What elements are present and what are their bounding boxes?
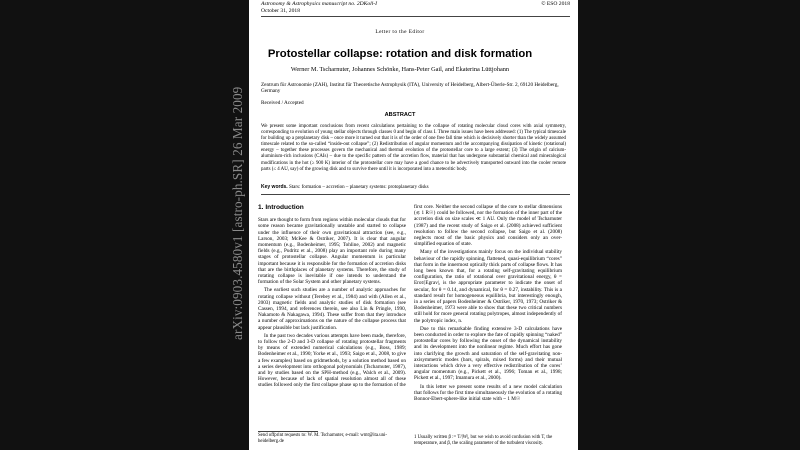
abstract-heading: ABSTRACT	[384, 112, 416, 118]
arxiv-identifier-stamp[interactable]: arXiv:0903.4580v1 [astro-ph.SR] 26 Mar 2009	[230, 86, 245, 340]
journal-line: Astronomy & Astrophysics manuscript no. 2DKoll-I	[261, 1, 378, 7]
paragraph: The earliest such studies are a number of analytic approaches for rotating collapse without (Terebey et al., 1984) and with (Allen et al., 2003) magnetic fields and analytic studies of disk formation (see Cassen, 1994, and references therein, see also Lin & Pringle, 1990, Nakamoto & Nakagawa, 1994). These suffer from that they introduce a number of approximations on the nature of the collapse process that appear plausible but lack justification.	[258, 287, 406, 331]
header-left	[261, 1, 377, 15]
keywords-rule	[261, 194, 570, 195]
header-copyright: © ESO 2018	[541, 1, 570, 7]
paragraph: Due to this remarkable finding extensive 3-D calculations have been conducted in order to explore the fate of rapidly spinning “naked” protostellar cores by following the onset of the dynamical instability and its development into the nonlinear regime. Much effort has gone into clarifying the growth and saturation of the self-gravitating non-axisymmetric modes (bars, spirals, mixed forms) and their mutual interactions which drive a very effective redistribution of the cores’ angular momentum (e.g., Pickett et al., 1996; Toman et al., 1998; Pickett et al., 1997; Imamura et al., 2000).	[414, 325, 562, 382]
right-column	[414, 204, 562, 404]
keywords-label: Key words.	[261, 184, 288, 190]
footnote-rule	[258, 431, 318, 432]
abstract-text: We present some important conclusions from recent calculations pertaining to the collapse of rotating molecular cloud cores with axial symmetry, corresponding to evolution of young stellar objects through classes 0 and begin of class I. Three main issues have been addressed: (1) The typical timescale for building up a preplanetary disk – once more it turned out that it is of the order of one free fall time which is decisively shorter than the widely assumed timescale related to the so-called “inside-out collapse”; (2) Redistribution of angular momentum and the accompanying dissipation of kinetic (rotational) energy – together these processes govern the mechanical and thermal evolution of the protostellar core to a large extent; (3) The origin of calcium-aluminium-rich inclusions (CAIs) – due to the specific pattern of the accretion flow, material that has undergone substantial chemical and mineralogical modifications in the hot (≥ 900 K) interior of the protostellar core may have a good chance to be advectively transported outward into the cooler remote parts (≤ 4 AU, say) of the growing disk and to survive there until it is incorporated into a meteoritic body.	[261, 124, 566, 172]
header-rule	[261, 16, 570, 17]
paragraph: Stars are thought to form from regions within molecular clouds that for some reason became gravitationally unstable and started to collapse under the influence of their own gravitational attraction (see, e.g., Larson, 2003; McKee & Ostriker, 2007). It is clear that angular momentum (e.g., Bodenheimer, 1995; Tohline, 2002) and magnetic fields (e.g., Pudritz et al., 2008) play an important role during many stages of protostellar collapse. Angular momentum is particular important because it is responsible for the formation of accretion disks that are the birthplaces of planetary systems. Therefore, the study of rotating collapse is inevitable if one intends to understand the formation of the Solar System and other planetary systems.	[258, 217, 406, 286]
footnote-beta: 1 Usually written β := T/|W|, but we wish to avoid confusion with T, the temperature, and β, the scaling parameter of the turbulent viscosity.	[414, 435, 553, 446]
left-column	[258, 205, 406, 391]
paragraph: Many of the investigations mainly focus on the individual stability behaviour of the rapidly spinning, flattened, quasi-equilibrium “cores” that form in the innermost optically thick parts of collapse flows. It has long been known that, for a rotating self-gravitating equilibrium configuration, the ratio of rotational over gravitational energy, θ = Erot/|Egrav|, is the appropriate parameter to indicate the onset of secular, for θ = 0.14, and dynamical, for θ = 0.27, instability. This is a standard result for homogeneous equilibria, but interestingly enough, in a series of papers Bodenheimer & Ostriker, 1970, 1973; Ostriker & Bodenheimer, 1973 were able to show that these two critical numbers still hold for more general rotating polytropes, almost independently of the polytropic index, n.	[414, 249, 562, 324]
affiliation: Zentrum für Astronomie (ZAH), Institut für Theoretische Astrophysik (ITA), University of Heidelberg, Albert-Überle-Str. 2, 69120 Heidelberg, Germany	[261, 82, 559, 95]
received-accepted: Received / Accepted	[261, 100, 304, 106]
paper-title: Protostellar collapse: rotation and disk formation	[267, 48, 533, 60]
section-heading: 1. Introduction	[258, 204, 304, 211]
footnote-offprint: Send offprint requests to: W. M. Tscharnuter, e-mail: wmt@ita.uni-heidelberg.de	[258, 433, 387, 444]
letter-label: Letter to the Editor	[375, 29, 425, 35]
keywords	[261, 184, 566, 190]
header-date: October 31, 2018	[261, 8, 300, 14]
paragraph: In the past two decades various attempts have been made, therefore, to follow the 2-D and 3-D collapse of rotating protostellar fragments by means of extended numerical calculations (e.g., Boss, 1989; Bodenheimer et al., 1990; Yorke et al., 1993; Saigo et al., 2008, to give a few examples) based on gridmethods, by a solution method based on a series development into orthogonal polynomials (Tscharnuter, 1987), and by studies based on the SPH-method (e.g., Walch et al., 2009). However, because of lack of spatial resolution almost all of these studies followed only the first collapse phase up to the formation of the	[258, 332, 406, 389]
paragraph: first core. Neither the second collapse of the core to stellar dimensions (≲ 1 R☉) could be followed, nor the formation of the inner part of the accretion disk on size scales ≪ 1 AU. Only the model of Tscharnuter (1987) and the recent study of Saigo et al. (2008) achieved sufficient resolution to follow the second collapse, but Saigo et al. (2008) neglects most of the basic physics and considers only an over-simplified equation of state.	[414, 204, 562, 248]
author-list: Werner M. Tscharnuter, Johannes Schönke, Hans-Peter Gail, and Ekaterina Lüttjohann	[290, 66, 510, 73]
keywords-text: Stars: formation – accretion – planetary systems: protoplanetary disks	[288, 185, 429, 190]
paragraph: In this letter we present some results of a new model calculation that follows for the first time simultaneously the evolution of a rotating Bonnor-Ebert-sphere-like initial state with ~ 1 M☉	[414, 383, 562, 403]
